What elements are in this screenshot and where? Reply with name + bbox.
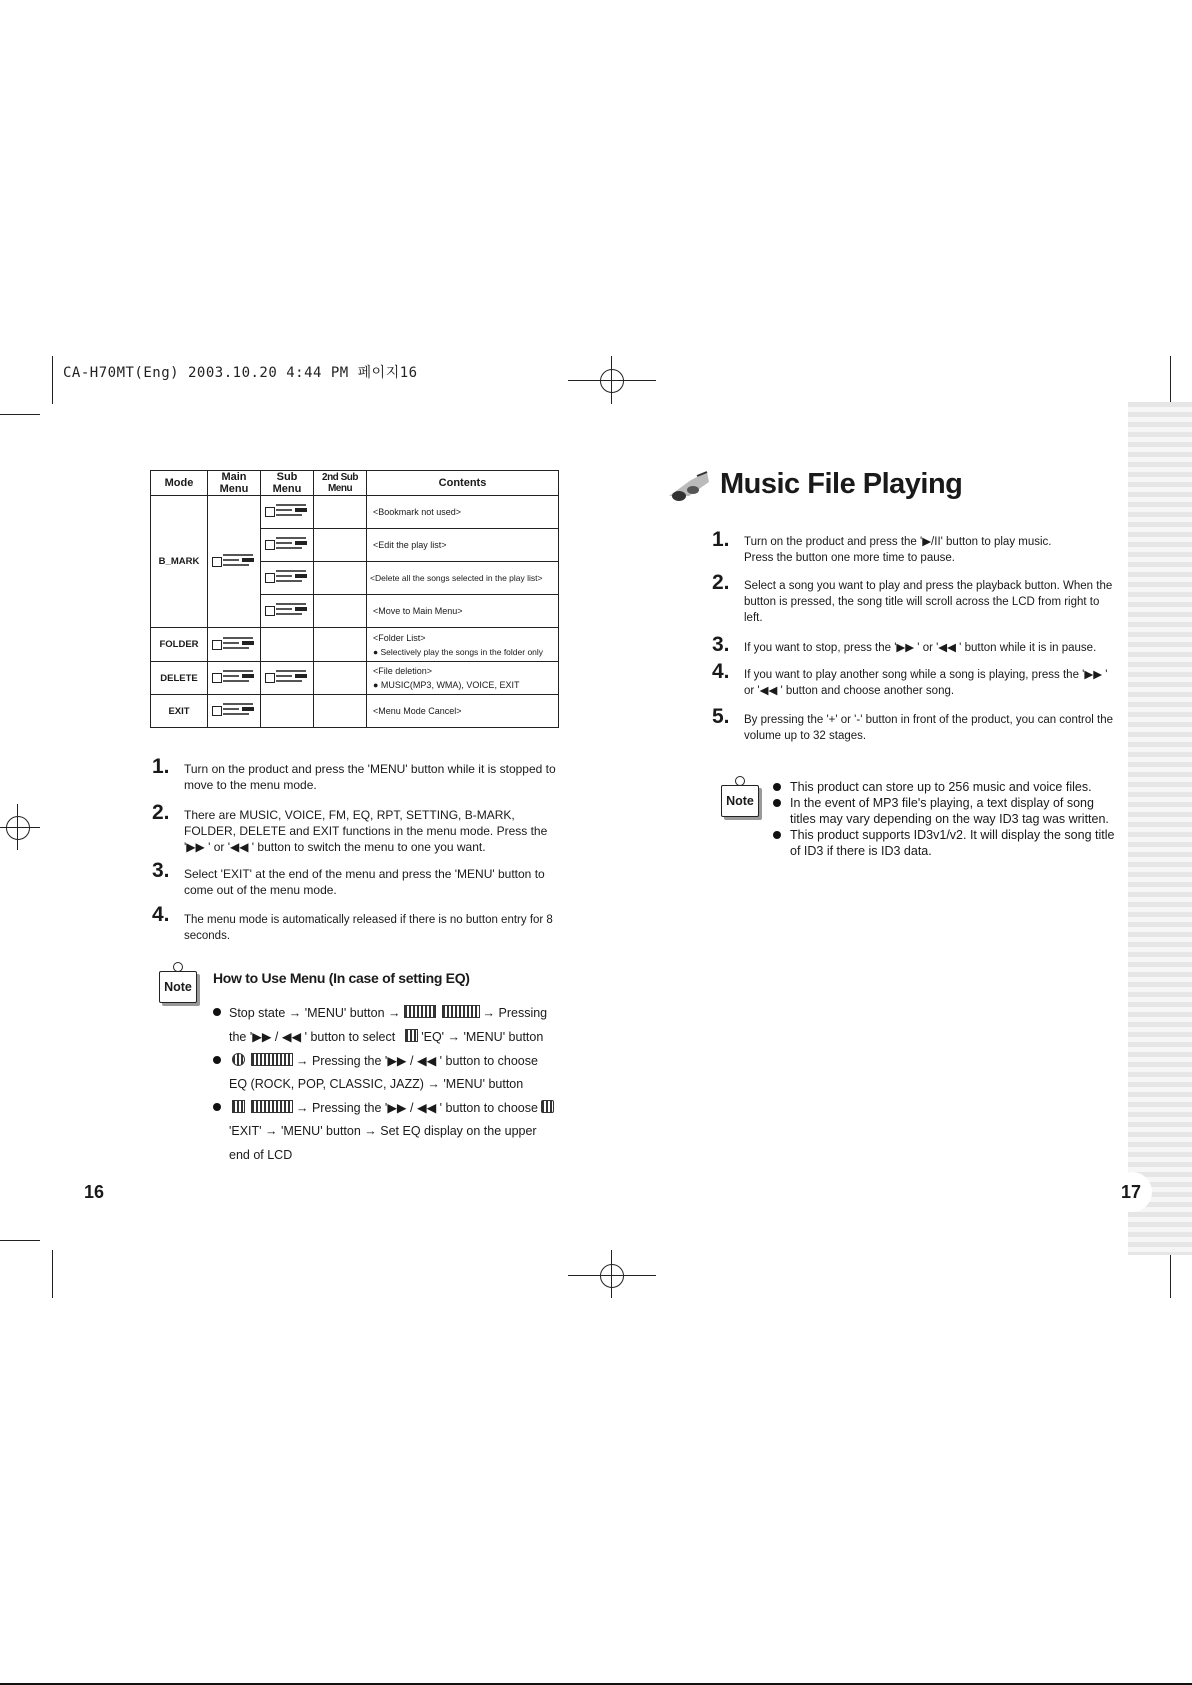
music-notes-icon [667,468,711,504]
col-header-mode: Mode [151,471,208,496]
note-bullet-cont [229,1123,574,1139]
empty-cell [314,628,367,662]
step-text: Turn on the product and press the 'MENU' button while it is stopped to move to the menu mode. [184,762,556,792]
empty-cell [314,562,367,595]
contents-title: <File deletion> [373,666,433,676]
bullet-text: EQ (ROCK, POP, CLASSIC, JAZZ) → 'MENU' button [229,1077,524,1091]
note-bullets [773,779,1118,859]
bullet-text: → Pressing the '▶▶ / ◀◀ ' button to choose [296,1054,538,1068]
lcd-thumbnail-icon [404,1005,436,1018]
step-text: If you want to play another song while a song is playing, press the '▶▶ ' or '◀◀ ' button and choose another song. [744,669,1108,697]
note-bullet [213,1005,563,1021]
lcd-image [261,662,314,695]
note-label: Note [726,794,754,808]
bullet-text: This product supports ID3v1/v2. It will display the song title of ID3 if there is ID3 data. [790,828,1115,858]
step-number: 2. [152,801,170,824]
empty-cell [261,695,314,728]
pin-icon [173,962,183,972]
bullet-text: → Pressing [482,1006,548,1020]
step-number: 1. [152,755,170,778]
empty-cell [314,496,367,529]
bullet-icon [773,831,781,839]
step-text: If you want to stop, press the '▶▶ ' or '◀◀ ' button while it is in pause. [744,642,1097,654]
col-header-contents: Contents [367,471,559,496]
note-bullet-cont [229,1147,569,1163]
lcd-image [208,695,261,728]
bullet-icon [773,783,781,791]
step-number: 5. [712,705,730,728]
bullet-text: This product can store up to 256 music and voice files. [790,780,1092,794]
lcd-image [208,496,261,628]
contents-cell [367,628,559,662]
note-bullet [213,1053,563,1069]
side-stripe [1128,402,1192,1255]
contents-detail: ● MUSIC(MP3, WMA), VOICE, EXIT [373,680,520,690]
exit-icon [541,1100,554,1113]
note-bullet-cont [229,1076,569,1092]
bullet-text: 'EXIT' → 'MENU' button → Set EQ display on the upper [229,1124,537,1138]
lcd-image [261,529,314,562]
note-heading: How to Use Menu (In case of setting EQ) [213,970,470,986]
empty-cell [314,595,367,628]
step-line: Turn on the product and press the '▶/II' button to play music. [744,536,1052,548]
page-number-left: 16 [84,1182,105,1202]
print-slug: CA-H70MT(Eng) 2003.10.20 4:44 PM 페이지16 [63,365,418,381]
contents-title: <Folder List> [373,632,426,643]
section-title: Music File Playing [720,468,963,500]
lcd-image [208,628,261,662]
eq-icon [405,1029,418,1042]
table-row [151,628,559,662]
note-bullet [773,795,1118,827]
col-header-sub-menu: Sub Menu [261,471,314,496]
step-number: 3. [712,633,730,656]
step-number: 4. [152,903,170,926]
contents-cell [367,662,559,695]
mode-cell: EXIT [151,695,208,728]
empty-cell [261,628,314,662]
lcd-thumbnail-icon [251,1053,293,1066]
lcd-image [261,562,314,595]
step-number: 3. [152,859,170,882]
mode-cell: B_MARK [151,496,208,628]
empty-cell [314,662,367,695]
note-label: Note [164,980,192,994]
note-bullet [213,1100,568,1116]
step-text: Select a song you want to play and press the playback button. When the button is pressed, the song title will scroll across the LCD from right to left. [744,580,1113,624]
contents-cell: <Move to Main Menu> [367,595,559,628]
table-row [151,662,559,695]
eq-icon [232,1100,245,1113]
mode-cell: DELETE [151,662,208,695]
menu-table [150,470,559,728]
step-text: The menu mode is automatically released if there is no button entry for 8 seconds. [184,914,553,942]
note-icon [159,971,197,1003]
bullet-text: In the event of MP3 file's playing, a text display of song titles may vary depending on the way ID3 tag was written. [790,796,1109,826]
step-number: 4. [712,660,730,683]
lcd-image [208,662,261,695]
col-header-2nd-sub-menu: 2nd Sub Menu [314,471,367,496]
disc-icon [232,1053,245,1066]
empty-cell [314,529,367,562]
bullet-icon [213,1056,221,1064]
note-bullet-cont [229,1029,569,1045]
bullet-text: 'EQ' → 'MENU' button [421,1030,544,1044]
bullet-icon [213,1008,221,1016]
mode-cell: FOLDER [151,628,208,662]
bullet-icon [213,1103,221,1111]
contents-cell: <Menu Mode Cancel> [367,695,559,728]
bullet-text: Stop state → 'MENU' button → [229,1006,401,1020]
contents-cell: <Bookmark not used> [367,496,559,529]
col-header-main-menu: Main Menu [208,471,261,496]
step-number: 2. [712,571,730,594]
note-bullet [773,779,1118,795]
table-row [151,496,559,529]
lcd-thumbnail-icon [442,1005,480,1018]
step-text: Select 'EXIT' at the end of the menu and press the 'MENU' button to come out of the menu mode. [184,867,545,897]
lcd-image [261,595,314,628]
empty-cell [314,695,367,728]
page-number-right: 17 [1121,1182,1142,1202]
step-text: There are MUSIC, VOICE, FM, EQ, RPT, SETTING, B-MARK, FOLDER, DELETE and EXIT functions in the menu mode. Press the '▶▶ ' or '◀◀ ' button to switch the menu to one you want. [184,808,548,854]
lcd-image [261,496,314,529]
table-row [151,695,559,728]
note-icon [721,785,759,817]
pin-icon [735,776,745,786]
bullet-text: → Pressing the '▶▶ / ◀◀ ' button to choose [296,1101,538,1115]
bullet-text: the '▶▶ / ◀◀ ' button to select [229,1030,396,1044]
contents-cell: <Delete all the songs selected in the play list> [367,562,559,595]
lcd-thumbnail-icon [251,1100,293,1113]
step-text: By pressing the '+' or '-' button in front of the product, you can control the volume up to 32 stages. [744,714,1114,742]
contents-cell: <Edit the play list> [367,529,559,562]
step-line: Press the button one more time to pause. [744,552,955,564]
step-text [744,534,1124,566]
bullet-icon [773,799,781,807]
note-bullet [773,827,1118,859]
contents-detail: ● Selectively play the songs in the folder only [373,646,544,657]
table-header-row [151,471,559,496]
bullet-text: end of LCD [229,1148,293,1162]
step-number: 1. [712,528,730,551]
